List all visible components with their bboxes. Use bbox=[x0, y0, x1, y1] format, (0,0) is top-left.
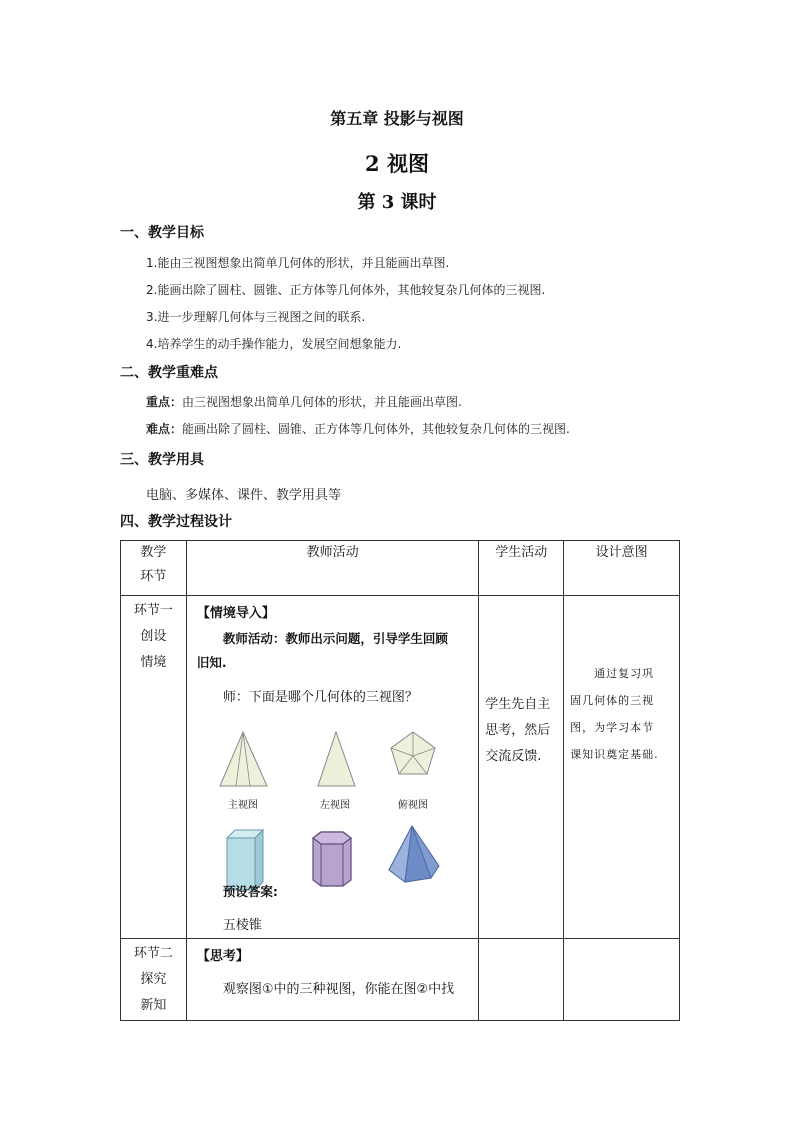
row1-tag: 【情境导入】 bbox=[196, 606, 275, 621]
row1-question: 师：下面是哪个几何体的三视图？ bbox=[222, 690, 418, 705]
row2-design-intent bbox=[564, 939, 680, 1021]
difficult-point-text: 能画出除了圆柱、圆锥、正方体等几何体外，其他较复杂几何体的三视图. bbox=[182, 422, 570, 436]
row1-intent-l3: 图，为学习本节 bbox=[570, 721, 655, 734]
row2-stage-l2: 探究 bbox=[140, 972, 167, 987]
teaching-process-table bbox=[120, 540, 680, 1021]
row2-student-activity bbox=[479, 939, 564, 1021]
header-stage-line1: 教学 bbox=[140, 545, 167, 560]
row1-student-l2: 思考，然后 bbox=[485, 723, 551, 738]
front-view-label: 主视图 bbox=[227, 800, 258, 811]
header-stage-line2: 环节 bbox=[140, 569, 167, 584]
row1-student-l3: 交流反馈. bbox=[485, 749, 542, 764]
row1-answer-label: 预设答案: bbox=[222, 884, 278, 899]
difficult-point-label: 难点： bbox=[146, 422, 183, 436]
header-teacher: 教师活动 bbox=[186, 541, 478, 596]
top-view-shape bbox=[391, 732, 435, 774]
lesson-title: 2 视图 bbox=[365, 151, 429, 176]
table-row-1 bbox=[121, 596, 680, 939]
left-view-label: 左视图 bbox=[319, 800, 350, 811]
row1-answer: 五棱锥 bbox=[222, 918, 262, 933]
tools-text: 电脑、多媒体、课件、教学用具等 bbox=[146, 488, 342, 503]
difficult-point-line bbox=[146, 420, 570, 437]
top-view-label: 俯视图 bbox=[397, 800, 428, 811]
header-stage bbox=[121, 541, 187, 596]
front-view-shape bbox=[220, 732, 267, 786]
pentagonal-pyramid-shape bbox=[389, 826, 439, 882]
row1-stage-l3: 情境 bbox=[140, 655, 167, 670]
period-title: 第 3 课时 bbox=[357, 192, 437, 213]
row1-intent-l1: 通过复习巩 bbox=[594, 667, 655, 680]
rectangular-prism-shape bbox=[227, 830, 263, 890]
header-student: 学生活动 bbox=[479, 541, 564, 596]
row1-activity-l1: 教师活动：教师出示问题，引导学生回顾 bbox=[222, 631, 448, 646]
table-header-row bbox=[121, 541, 680, 596]
row1-stage bbox=[121, 596, 187, 939]
row2-stage-l3: 新知 bbox=[140, 998, 167, 1013]
row2-tag: 【思考】 bbox=[196, 949, 249, 964]
key-point-label: 重点： bbox=[146, 395, 183, 409]
row1-intent-l2: 固几何体的三视 bbox=[570, 694, 655, 707]
hexagonal-prism-shape bbox=[313, 832, 351, 886]
row1-teacher-activity bbox=[186, 596, 478, 939]
row1-stage-l1: 环节一 bbox=[133, 603, 173, 618]
left-view-shape bbox=[318, 732, 355, 786]
row1-stage-l2: 创设 bbox=[140, 629, 167, 644]
row2-text: 观察图①中的三种视图，你能在图②中找 bbox=[222, 982, 455, 997]
row1-student-activity bbox=[479, 596, 564, 939]
key-point-line bbox=[146, 393, 462, 410]
row1-activity-l2: 旧知. bbox=[196, 655, 227, 670]
row1-intent-l4: 课知识奠定基础. bbox=[570, 748, 659, 761]
chapter-title: 第五章 投影与视图 bbox=[330, 109, 464, 128]
goal-4: 4.培养学生的动手操作能力，发展空间想象能力. bbox=[146, 337, 402, 351]
header-intent: 设计意图 bbox=[564, 541, 680, 596]
row2-teacher-activity bbox=[186, 939, 478, 1021]
goals-heading: 一、教学目标 bbox=[120, 225, 204, 241]
row1-student-l1: 学生先自主 bbox=[485, 697, 551, 712]
key-point-text: 由三视图想象出简单几何体的形状，并且能画出草图. bbox=[182, 395, 462, 409]
row2-stage-l1: 环节二 bbox=[133, 946, 173, 961]
process-heading: 四、教学过程设计 bbox=[120, 514, 232, 530]
tools-heading: 三、教学用具 bbox=[120, 452, 204, 468]
table-row-2 bbox=[121, 939, 680, 1021]
key-points-heading: 二、教学重难点 bbox=[120, 365, 218, 381]
goal-2: 2.能画出除了圆柱、圆锥、正方体等几何体外，其他较复杂几何体的三视图. bbox=[146, 283, 546, 297]
goal-3: 3.进一步理解几何体与三视图之间的联系. bbox=[146, 310, 366, 324]
row1-design-intent bbox=[564, 596, 680, 939]
goal-1: 1.能由三视图想象出简单几何体的形状，并且能画出草图. bbox=[146, 256, 450, 270]
row2-stage bbox=[121, 939, 187, 1021]
